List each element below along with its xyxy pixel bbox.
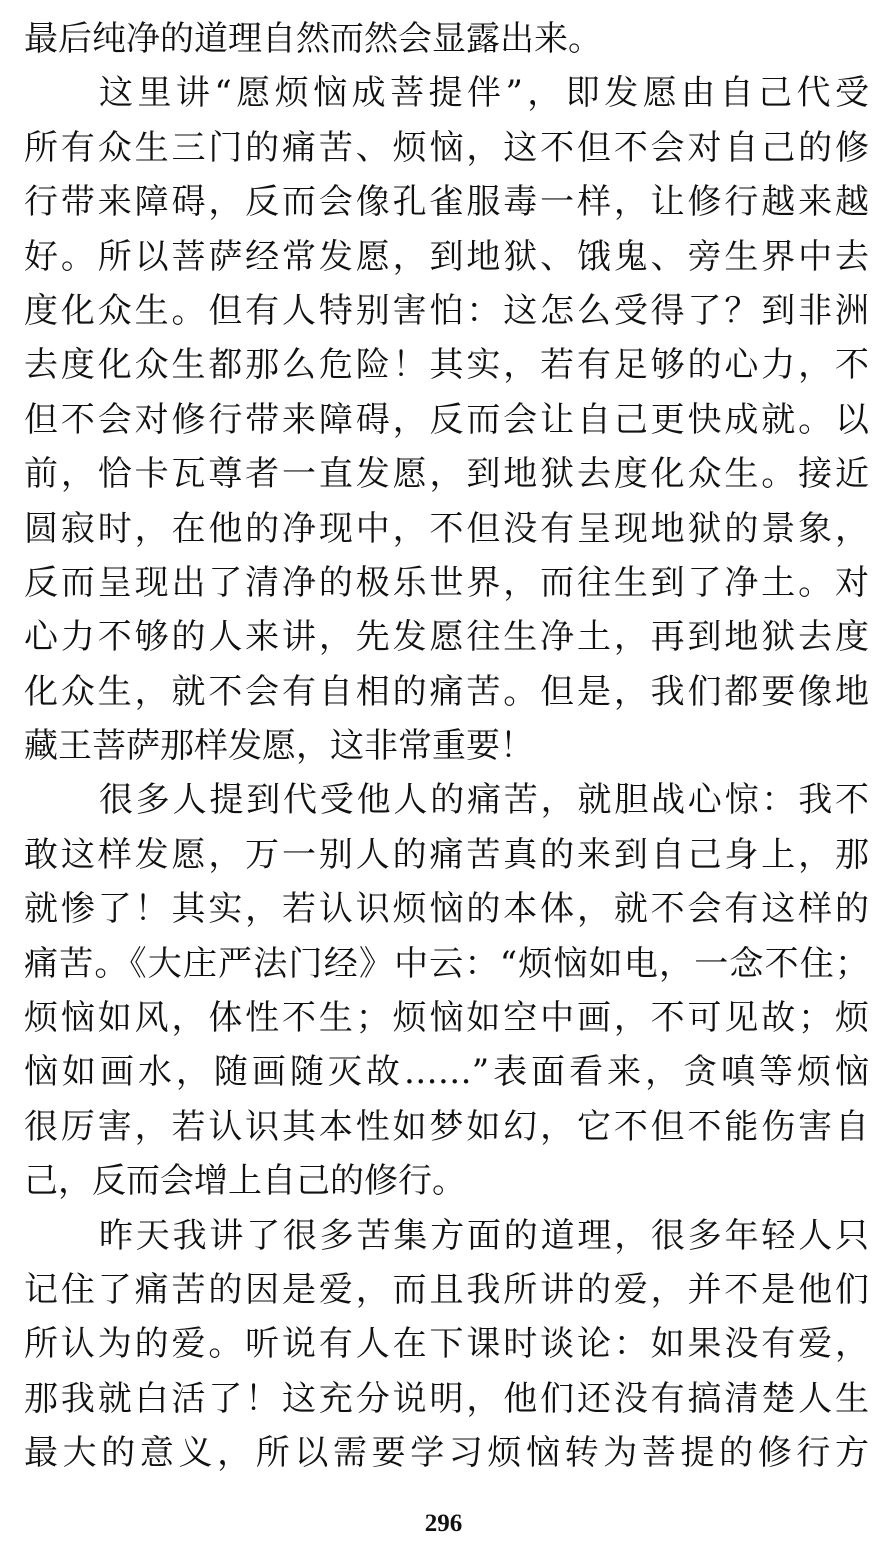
text-line: 去度化众生都那么危险！其实，若有足够的心力，不: [24, 345, 869, 386]
text-line: 己，反而会增上自己的修行。: [24, 1161, 466, 1202]
text-line: 敢这样发愿，万一别人的痛苦真的来到自己身上，那: [24, 834, 869, 875]
text-line: 恼如画水，随画随灭故……”表面看来，贪嗔等烦恼: [24, 1052, 869, 1093]
text-line: 所有众生三门的痛苦、烦恼，这不但不会对自己的修: [24, 127, 869, 168]
text-line: 好。所以菩萨经常发愿，到地狱、饿鬼、旁生界中去: [24, 236, 869, 277]
text-line: 很多人提到代受他人的痛苦，就胆战心惊：我不: [99, 780, 869, 821]
text-line: 化众生，就不会有自相的痛苦。但是，我们都要像地: [24, 671, 869, 712]
text-line: 行带来障碍，反而会像孔雀服毒一样，让修行越来越: [24, 182, 869, 223]
text-line: 痛苦。《大庄严法门经》中云：“烦恼如电，一念不住；: [24, 943, 869, 984]
text-line: 度化众生。但有人特别害怕：这怎么受得了？到非洲: [24, 290, 869, 331]
text-line: 最后纯净的道理自然而然会显露出来。: [24, 19, 602, 59]
text-line: 圆寂时，在他的净现中，不但没有呈现地狱的景象，: [24, 508, 869, 549]
text-line: 反而呈现出了清净的极乐世界，而往生到了净土。对: [24, 562, 869, 603]
body-text: [24, 12, 869, 1481]
text-line: 藏王菩萨那样发愿，这非常重要！: [24, 726, 534, 767]
text-line: 心力不够的人来讲，先发愿往生净土，再到地狱去度: [24, 617, 869, 658]
text-line: 所认为的爱。听说有人在下课时谈论：如果没有爱，: [24, 1324, 869, 1365]
text-line: 这里讲“愿烦恼成菩提伴”，即发愿由自己代受: [99, 73, 869, 114]
text-line: 但不会对修行带来障碍，反而会让自己更快成就。以: [24, 399, 869, 440]
text-line: 那我就白活了！这充分说明，他们还没有搞清楚人生: [24, 1378, 869, 1419]
text-line: 记住了痛苦的因是爱，而且我所讲的爱，并不是他们: [24, 1269, 869, 1310]
text-line: 很厉害，若认识其本性如梦如幻，它不但不能伤害自: [24, 1106, 869, 1147]
text-line: 烦恼如风，体性不生；烦恼如空中画，不可见故；烦: [24, 998, 869, 1039]
text-line: 昨天我讲了很多苦集方面的道理，很多年轻人只: [99, 1215, 869, 1256]
text-line: 前，恰卡瓦尊者一直发愿，到地狱去度化众生。接近: [24, 454, 869, 495]
page-number: 296: [424, 1510, 463, 1537]
text-line: 最大的意义，所以需要学习烦恼转为菩提的修行方: [24, 1433, 869, 1474]
text-line: 就惨了！其实，若认识烦恼的本体，就不会有这样的: [24, 889, 869, 930]
